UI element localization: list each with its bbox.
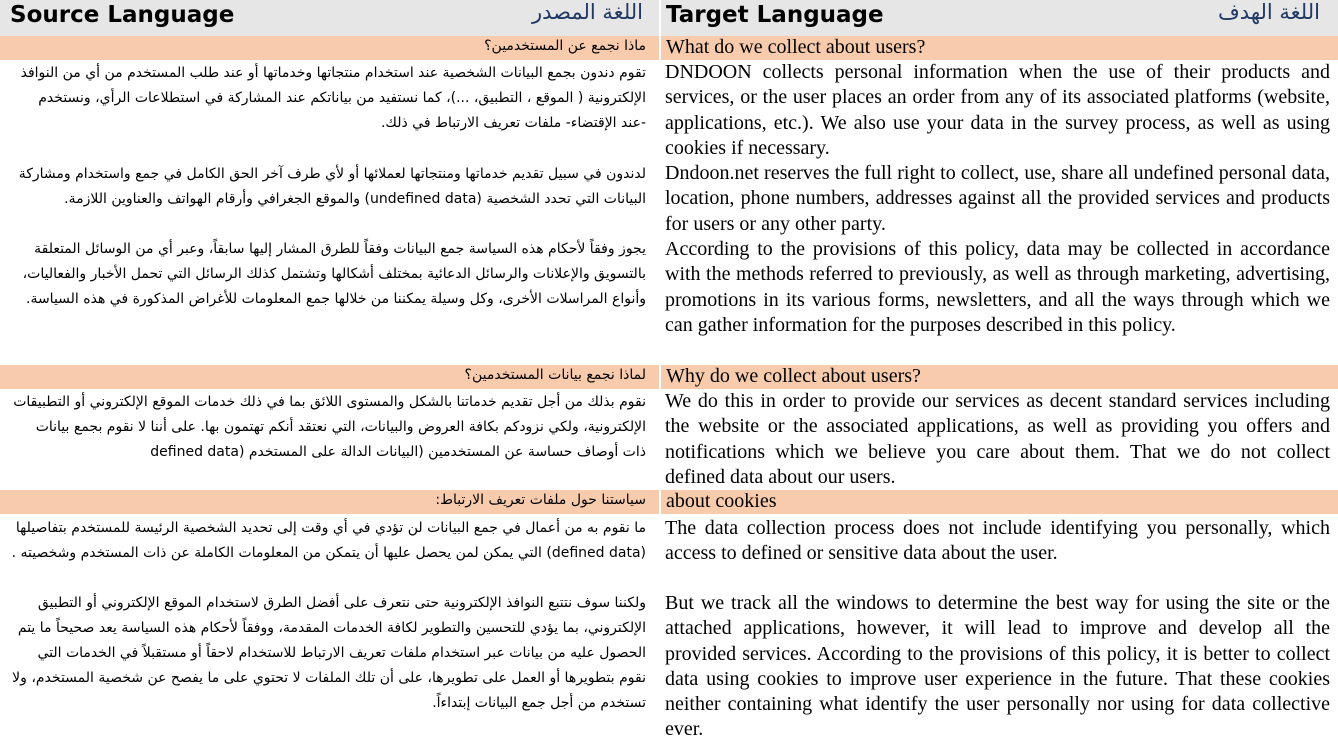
paragraph-en: But we track all the windows to determine the best way for using the site or the attached applications, however, it will lead to improve and develop all the provided services. According to the provisions of this policy, it is better to collect data using cookies to improve user experience in the future. That these cookies neither containing what identify the user personally nor using for data collective ever.	[665, 592, 1330, 741]
section-heading-ar: ماذا نجمع عن المستخدمين؟	[484, 38, 646, 54]
paragraph-en: Dndoon.net reserves the full right to collect, use, share all undefined personal data, location, phone numbers, addresses against all the provided services and products for users or any other party.	[665, 162, 1330, 235]
target-language-title-ar: اللغة الهدف	[1218, 0, 1320, 24]
paragraph-ar: ولكننا سوف نتتبع النوافذ الإلكترونية حتى نتعرف على أفضل الطرق لاستخدام الموقع الإلكتروني أو التطبيق الإلكتروني، بما يؤدي للتحسين والتطوير لكافة الخدمات المقدمة، ووفقاً لأحكام هذه السياسة يعد صحيحاً ما يتم الحصول عليه من بيانات عبر استخدام ملفات تعريف الارتباط للاستخدام لاحقاً أو مستقبلاً في الخدمات التي نقوم بتطويرها أو العمل على تطويرها، على أن تلك الملفات لا تحتوي على ما يفصح عن شخصية المستخدم، ولا تستخدم من أجل جمع البيانات إبتداءاً.	[12, 595, 646, 711]
paragraph-en: According to the provisions of this policy, data may be collected in accordance with the methods referred to previously, as well as through marketing, advertising, promotions in its various forms, newsletters, and all the ways through which we can gather information for the purposes described in this policy.	[665, 238, 1330, 336]
section-heading-en: What do we collect about users?	[666, 36, 926, 58]
paragraph-ar: لدندون في سبيل تقديم خدماتها ومنتجاتها لعملائها أو لأي طرف آخر الحق الكامل في جمع واستخدام ومشاركة البيانات التي تحدد الشخصية (undefined data) والموقع الجغرافي وأرقام الهواتف والعناوين اللازمة.	[18, 166, 646, 207]
section-heading-ar: سياستنا حول ملفات تعريف الارتباط:	[435, 492, 646, 508]
section-heading-en: Why do we collect about users?	[666, 365, 921, 387]
paragraph-en: We do this in order to provide our services as decent standard services including the website or the associated applications, as well as providing you offers and notifications which we believe you care about them. That we do not collect defined data about our users.	[665, 390, 1330, 488]
paragraph-ar: ما نقوم به من أعمال في جمع البيانات لن تؤدي في أي وقت إلى تحديد الشخصية الرئيسة للمستخدم بتفاصيلها (defined data) التي يمكن لمن يحصل عليها أن يتمكن من المعلومات الكاملة عن ذات المستخدم وشخصيته .	[11, 520, 646, 561]
paragraph-ar: تقوم دندون بجمع البيانات الشخصية عند استخدام منتجاتها وخدماتها أو عند طلب المستخدم من أي من النوافذ الإلكترونية ( الموقع ، التطبيق، ...)، كما نستفيد من بياناتكم عند المشاركة في استطلاعات الرأي، ونستخدم -عند الإقتضاء- ملفات تعريف الارتباط في ذلك.	[20, 65, 646, 131]
paragraph-en: DNDOON collects personal information when the use of their products and services, or the user places an order from any of its associated platforms (website, applications, etc.). We also use your data in the survey process, as well as using cookies if necessary.	[665, 61, 1330, 159]
paragraph-ar: يجوز وفقاً لأحكام هذه السياسة جمع البيانات وفقاً للطرق المشار إليها سابقاً، وعبر أي من الوسائل المتعلقة بالتسويق والإعلانات والرسائل الدعائية بمختلف أشكالها وتشتمل كذلك الرسائل التي تحمل الأخبار والفعاليات، وأنواع المراسلات الأخرى، وكل وسيلة يمكننا من خلالها جمع المعلومات للأغراض المذكورة في هذه السياسة.	[22, 241, 646, 307]
source-language-title-ar: اللغة المصدر	[532, 0, 643, 24]
paragraph-ar: نقوم بذلك من أجل تقديم خدماتنا بالشكل والمستوى اللائق بما في ذلك خدمات الموقع الإلكتروني أو التطبيقات الإلكترونية، ولكي نزودكم بكافة العروض والبيانات، التي نعتقد أنكم تهتمون بها. على أننا لا نقوم بجمع بيانات ذات أوصاف حساسة عن المستخدمين (البيانات الدالة على المستخدم (defined data	[13, 394, 646, 460]
column-divider	[659, 0, 661, 740]
paragraph-en: The data collection process does not include identifying you personally, which access to defined or sensitive data about the user.	[665, 517, 1330, 565]
source-language-title: Source Language	[10, 2, 235, 28]
target-language-title: Target Language	[666, 2, 884, 28]
section-heading-en: about cookies	[666, 490, 777, 512]
section-heading-ar: لماذا نجمع بيانات المستخدمين؟	[464, 367, 646, 383]
